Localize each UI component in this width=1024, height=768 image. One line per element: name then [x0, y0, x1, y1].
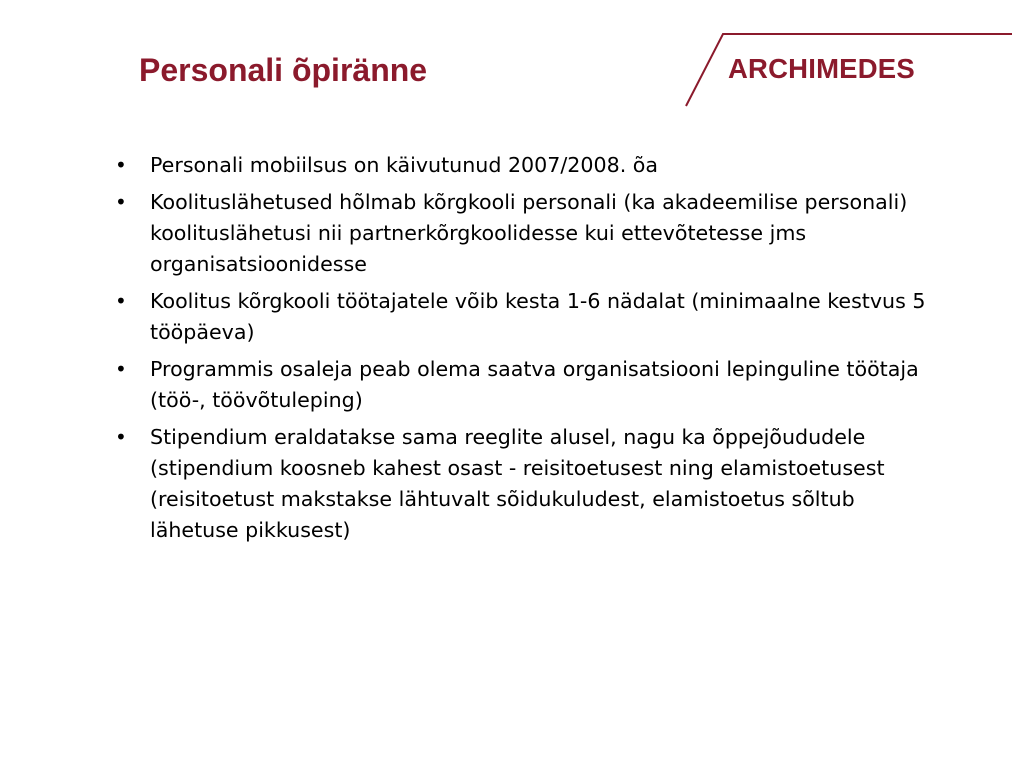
bullet-dot: •	[115, 289, 127, 313]
bullet-dot: •	[115, 357, 127, 381]
bullet-item	[115, 150, 935, 181]
bullet-text: Personali mobiilsus on käivutunud 2007/2008. õa	[150, 153, 659, 177]
bullet-dot: •	[115, 153, 127, 177]
slide-title: Personali õpiränne	[139, 52, 428, 88]
bullet-list	[115, 150, 935, 552]
bullet-item	[115, 286, 935, 348]
bullet-text: Koolituslähetused hõlmab kõrgkooli personali (ka akadeemilise personali) koolituslähetusi nii partnerkõrgkoolidesse kui ettevõtetesse jms organisatsioonidesse	[150, 190, 908, 276]
bullet-item	[115, 422, 935, 546]
bullet-text: Programmis osaleja peab olema saatva organisatsiooni lepinguline töötaja (töö-, töövõtuleping)	[150, 357, 919, 412]
bullet-text: Koolitus kõrgkooli töötajatele võib kesta 1-6 nädalat (minimaalne kestvus 5 tööpäeva)	[150, 289, 926, 344]
bullet-item	[115, 354, 935, 416]
bullet-text: Stipendium eraldatakse sama reeglite alusel, nagu ka õppejõududele (stipendium koosneb kahest osast - reisitoetusest ning elamistoetusest (reisitoetust makstakse lähtuvalt sõidukuludest, elamistoetus sõltub lähetuse pikkusest)	[150, 425, 885, 542]
bullet-dot: •	[115, 425, 127, 449]
bullet-item	[115, 187, 935, 280]
bullet-dot: •	[115, 190, 127, 214]
archimedes-logo: ARCHIMEDES	[728, 53, 915, 84]
